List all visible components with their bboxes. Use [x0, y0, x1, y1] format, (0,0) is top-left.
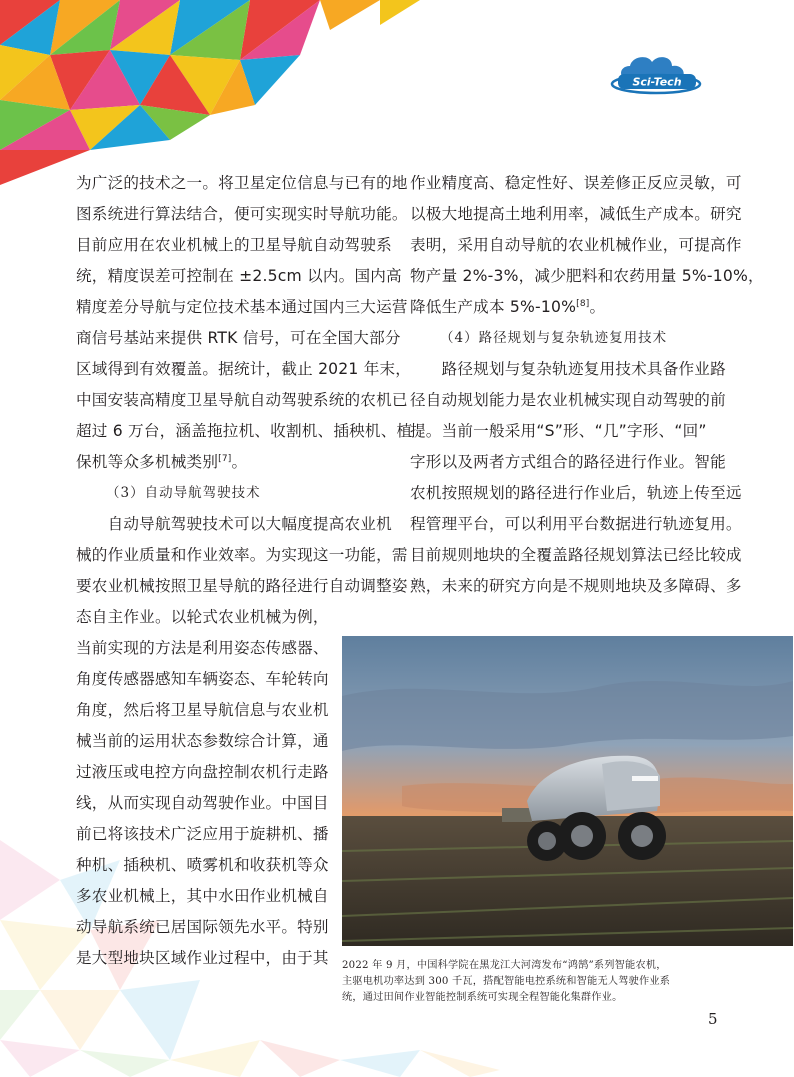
text-line: 降低生产成本 5%-10% [410, 298, 577, 316]
text-line: 精度差分导航与定位技术基本通过国内三大运营 [76, 298, 408, 316]
text-line: 超过 6 万台，涵盖拖拉机、收割机、插秧机、植 [76, 422, 413, 440]
sentence-end: 。 [231, 453, 248, 471]
text-line: 径自动规划能力是农业机械实现自动驾驶的前 [410, 391, 726, 409]
text-line: 熟，未来的研究方向是不规则地块及多障碍、多 [410, 577, 742, 595]
figure-caption [342, 958, 722, 1006]
text-line: 过液压或电控方向盘控制农机行走路 [76, 763, 329, 781]
text-line: 动导航系统已居国际领先水平。特别 [76, 918, 329, 936]
text-line: 商信号基站来提供 RTK 信号，可在全国大部分 [76, 329, 401, 347]
text-line: 图系统进行算法结合，便可实现实时导航功能。 [76, 205, 408, 223]
text-line: 角度，然后将卫星导航信息与农业机 [76, 701, 329, 719]
text-line: 物产量 2%-3%，减少肥料和农药用量 5%-10%， [410, 267, 764, 285]
text-line: 统，精度误差可控制在 ±2.5cm 以内。国内高 [76, 267, 402, 285]
text-line: 多农业机械上，其中水田作业机械自 [76, 887, 329, 905]
text-line-with-citation [76, 447, 388, 478]
text-line: 线，从而实现自动驾驶作业。中国目 [76, 794, 329, 812]
text-line: 械的作业质量和作业效率。为实现这一功能，需 [76, 546, 408, 564]
text-line: 农机按照规划的路径进行作业后，轨迹上传至远 [410, 484, 742, 502]
section-heading-3: （3）自动导航驾驶技术 [106, 485, 261, 501]
decorative-triangle-pattern [0, 0, 430, 185]
text-line: 当前实现的方法是利用姿态传感器、 [76, 639, 329, 657]
text-line: 前已将该技术广泛应用于旋耕机、播 [76, 825, 329, 843]
text-line: 中国安装高精度卫星导航自动驾驶系统的农机已 [76, 391, 408, 409]
text-line: 是大型地块区域作业过程中，由于其 [76, 949, 329, 967]
text-line: 以极大地提高土地利用率，减低生产成本。研究 [410, 205, 742, 223]
text-line-with-citation [410, 292, 720, 323]
text-line: 自动导航驾驶技术可以大幅度提高农业机 [76, 515, 392, 533]
text-line: 种机、插秧机、喷雾机和收获机等众 [76, 856, 329, 874]
text-line: 提。当前一般采用“S”形、“几”字形、“回” [410, 422, 707, 440]
text-line: 态自主作业。以轮式农业机械为例， [76, 608, 329, 626]
text-line: 保机等众多机械类别 [76, 453, 219, 471]
sentence-end: 。 [589, 298, 606, 316]
text-line: 角度传感器感知车辆姿态、车轮转向 [76, 670, 329, 688]
page-number: 5 [708, 1010, 718, 1028]
text-line: 区域得到有效覆盖。据统计，截止 2021 年末， [76, 360, 412, 378]
text-line: 路径规划与复杂轨迹复用技术具备作业路 [410, 360, 726, 378]
section-heading-4: （4）路径规划与复杂轨迹复用技术 [440, 330, 668, 346]
logo-text: Sci-Tech [632, 75, 682, 89]
citation-8: [8] [576, 298, 590, 309]
text-line: 械当前的运用状态参数综合计算，通 [76, 732, 329, 750]
citation-7: [7] [218, 453, 232, 464]
sci-tech-logo [610, 50, 702, 98]
caption-line: 主驱电机功率达到 300 千瓦，搭配智能电控系统和智能无人驾驶作业系 [342, 976, 671, 987]
caption-line: 2022 年 9 月，中国科学院在黑龙江大河湾发布“鸿鹄”系列智能农机， [342, 960, 667, 971]
text-line: 要农业机械按照卫星导航的路径进行自动调整姿 [76, 577, 408, 595]
right-column [410, 168, 764, 602]
text-line: 作业精度高、稳定性好、误差修正反应灵敏，可 [410, 174, 742, 192]
text-line: 表明，采用自动导航的农业机械作业，可提高作 [410, 236, 742, 254]
autonomous-tractor-photo [342, 636, 793, 946]
text-line: 为广泛的技术之一。将卫星定位信息与已有的地 [76, 174, 408, 192]
caption-line: 统，通过田间作业智能控制系统可实现全程智能化集群作业。 [342, 992, 623, 1003]
text-line: 目前规则地块的全覆盖路径规划算法已经比较成 [410, 546, 742, 564]
text-line: 目前应用在农业机械上的卫星导航自动驾驶系 [76, 236, 392, 254]
text-line: 程管理平台，可以利用平台数据进行轨迹复用。 [410, 515, 742, 533]
text-line: 字形以及两者方式组合的路径进行作业。智能 [410, 453, 726, 471]
